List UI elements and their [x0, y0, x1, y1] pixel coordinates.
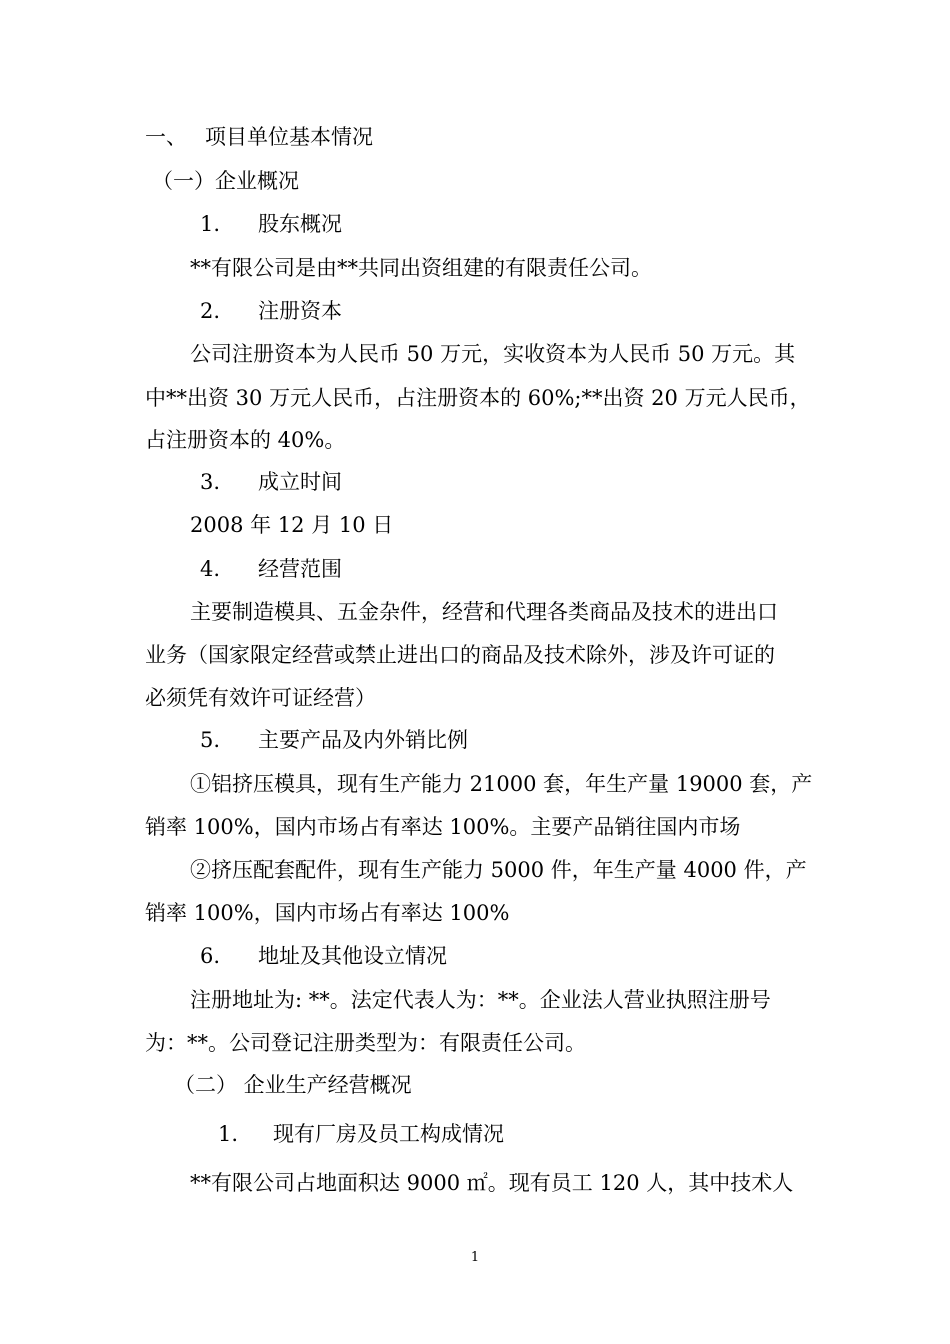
section-number: 一、	[145, 125, 187, 149]
paragraph-line: ①铝挤压模具，现有生产能力 21000 套，年生产量 19000 套，产	[190, 772, 813, 796]
item-heading-1: 1. 股东概况	[200, 212, 342, 236]
subsection-heading: （一）企业概况	[152, 169, 299, 193]
paragraph-line: 销率 100%，国内市场占有率达 100%	[145, 901, 510, 925]
paragraph-line: **有限公司占地面积达 9000 ㎡。现有员工 120 人，其中技术人	[190, 1171, 794, 1195]
item-heading-6: 6. 地址及其他设立情况	[200, 944, 447, 968]
section-heading	[0, 122, 950, 152]
paragraph-line: 必须凭有效许可证经营）	[145, 686, 376, 710]
paragraph-line: 为：**。公司登记注册类型为：有限责任公司。	[145, 1031, 586, 1055]
item-heading-5: 5. 主要产品及内外销比例	[200, 728, 468, 752]
paragraph-line: 主要制造模具、五金杂件，经营和代理各类商品及技术的进出口	[190, 600, 778, 624]
paragraph-line: 注册地址为: **。法定代表人为：**。企业法人营业执照注册号	[190, 988, 771, 1012]
paragraph-line: 占注册资本的 40%。	[145, 428, 346, 452]
paragraph-line: 公司注册资本为人民币 50 万元，实收资本为人民币 50 万元。其	[190, 342, 796, 366]
item-heading-3: 3. 成立时间	[200, 470, 342, 494]
paragraph-line: 销率 100%，国内市场占有率达 100%。主要产品销往国内市场	[145, 815, 741, 839]
paragraph-line: 业务（国家限定经营或禁止进出口的商品及技术除外，涉及许可证的	[145, 643, 775, 667]
page-number: 1	[470, 1250, 480, 1265]
subitem-heading-1: 1. 现有厂房及员工构成情况	[218, 1122, 504, 1146]
paragraph-line: ②挤压配套配件，现有生产能力 5000 件，年生产量 4000 件，产	[190, 858, 807, 882]
paragraph-line: **有限公司是由**共同出资组建的有限责任公司。	[190, 256, 652, 280]
paragraph-line: 2008 年 12 月 10 日	[190, 513, 394, 537]
item-heading-4: 4. 经营范围	[200, 557, 342, 581]
item-heading-2: 2. 注册资本	[200, 299, 342, 323]
section-title: 项目单位基本情况	[205, 125, 373, 149]
paragraph-line: 中**出资 30 万元人民币，占注册资本的 60%;**出资 20 万元人民币，	[145, 386, 811, 410]
subsection-heading: （二） 企业生产经营概况	[174, 1073, 412, 1097]
